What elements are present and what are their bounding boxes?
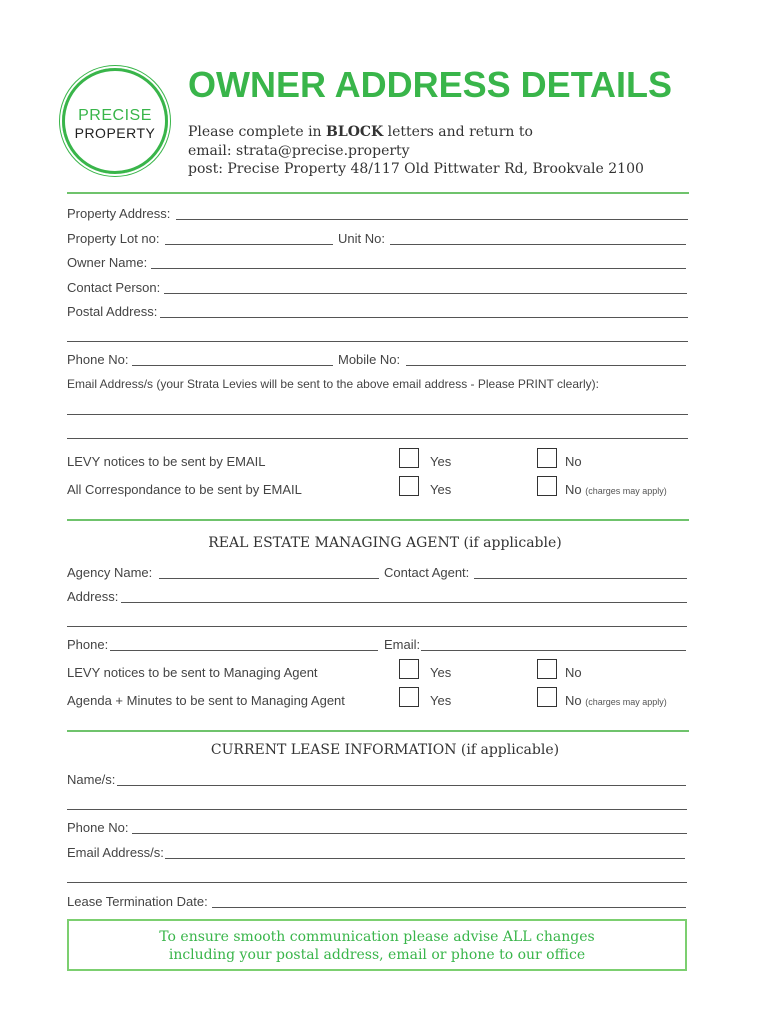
notice-box [67, 919, 687, 971]
charges-note: (charges may apply) [585, 486, 667, 496]
lease-email-field-2[interactable] [67, 882, 687, 883]
lease-names-label: Name/s: [67, 772, 116, 787]
lease-phone-field[interactable] [132, 833, 687, 834]
mobile-field[interactable] [406, 365, 686, 366]
agent-email-field[interactable] [421, 650, 686, 651]
unit-no-field[interactable] [390, 244, 686, 245]
correspondence-no-checkbox[interactable] [537, 476, 557, 496]
owner-name-label: Owner Name: [67, 255, 148, 270]
agency-name-field[interactable] [159, 578, 379, 579]
agenda-agent-no-checkbox[interactable] [537, 687, 557, 707]
instructions-email: email: strata@precise.property [188, 143, 410, 159]
page-title: OWNER ADDRESS DETAILS [188, 64, 673, 105]
agenda-agent-label: Agenda + Minutes to be sent to Managing Agent [67, 693, 345, 708]
no-label: No [565, 454, 582, 469]
mobile-label: Mobile No: [338, 352, 401, 367]
agenda-agent-yes-checkbox[interactable] [399, 687, 419, 707]
yes-label: Yes [430, 665, 452, 680]
lease-section-heading: CURRENT LEASE INFORMATION (if applicable) [210, 742, 560, 758]
agency-name-label: Agency Name: [67, 565, 153, 580]
no-label: No [565, 665, 582, 680]
contact-person-field[interactable] [164, 293, 687, 294]
phone-label: Phone No: [67, 352, 129, 367]
unit-no-label: Unit No: [338, 231, 385, 246]
divider [67, 192, 689, 194]
lease-names-field[interactable] [117, 785, 686, 786]
yes-label: Yes [430, 693, 452, 708]
divider [67, 519, 689, 521]
contact-agent-label: Contact Agent: [384, 565, 470, 580]
levy-agent-no-checkbox[interactable] [537, 659, 557, 679]
no-label: No (charges may apply) [565, 693, 667, 708]
company-logo [62, 68, 168, 174]
agent-address-field[interactable] [121, 602, 687, 603]
levy-email-label: LEVY notices to be sent by EMAIL [67, 454, 266, 469]
owner-name-field[interactable] [151, 268, 686, 269]
postal-address-label: Postal Address: [67, 304, 158, 319]
property-address-field[interactable] [176, 219, 688, 220]
agent-address-label: Address: [67, 589, 119, 604]
email-label: Email Address/s (your Strata Levies will be sent to the above email address - Please PRINT clearly): [67, 377, 600, 391]
logo-line-2: PROPERTY [74, 125, 156, 141]
contact-person-label: Contact Person: [67, 280, 161, 295]
property-lot-field[interactable] [165, 244, 333, 245]
agent-section-heading: REAL ESTATE MANAGING AGENT (if applicable) [208, 535, 562, 551]
lease-email-field[interactable] [165, 858, 685, 859]
postal-address-field[interactable] [160, 317, 688, 318]
email-field[interactable] [67, 414, 688, 415]
charges-note: (charges may apply) [585, 697, 667, 707]
instructions-post: post: Precise Property 48/117 Old Pittwater Rd, Brookvale 2100 [188, 161, 644, 177]
logo-line-1: PRECISE [78, 107, 152, 124]
levy-agent-label: LEVY notices to be sent to Managing Agent [67, 665, 318, 680]
instructions-line-1: Please complete in BLOCK letters and return to [188, 124, 533, 140]
lease-termination-field[interactable] [212, 907, 686, 908]
levy-email-yes-checkbox[interactable] [399, 448, 419, 468]
levy-email-no-checkbox[interactable] [537, 448, 557, 468]
contact-agent-field[interactable] [474, 578, 687, 579]
phone-field[interactable] [132, 365, 333, 366]
property-address-label: Property Address: [67, 206, 171, 221]
agent-phone-field[interactable] [110, 650, 378, 651]
property-lot-label: Property Lot no: [67, 231, 160, 246]
lease-email-label: Email Address/s: [67, 845, 164, 860]
block-emphasis: BLOCK [326, 124, 384, 140]
lease-names-field-2[interactable] [67, 809, 687, 810]
yes-label: Yes [430, 454, 452, 469]
no-label: No (charges may apply) [565, 482, 667, 497]
agent-address-field-2[interactable] [67, 626, 687, 627]
correspondence-email-label: All Correspondance to be sent by EMAIL [67, 482, 302, 497]
postal-address-field-2[interactable] [67, 341, 688, 342]
notice-line-2: including your postal address, email or phone to our office [168, 947, 586, 963]
correspondence-yes-checkbox[interactable] [399, 476, 419, 496]
divider [67, 730, 689, 732]
agent-phone-label: Phone: [67, 637, 109, 652]
notice-line-1: To ensure smooth communication please advise ALL changes [159, 929, 595, 945]
lease-phone-label: Phone No: [67, 820, 129, 835]
lease-termination-label: Lease Termination Date: [67, 894, 208, 909]
yes-label: Yes [430, 482, 452, 497]
agent-email-label: Email: [384, 637, 421, 652]
email-field-2[interactable] [67, 438, 688, 439]
levy-agent-yes-checkbox[interactable] [399, 659, 419, 679]
